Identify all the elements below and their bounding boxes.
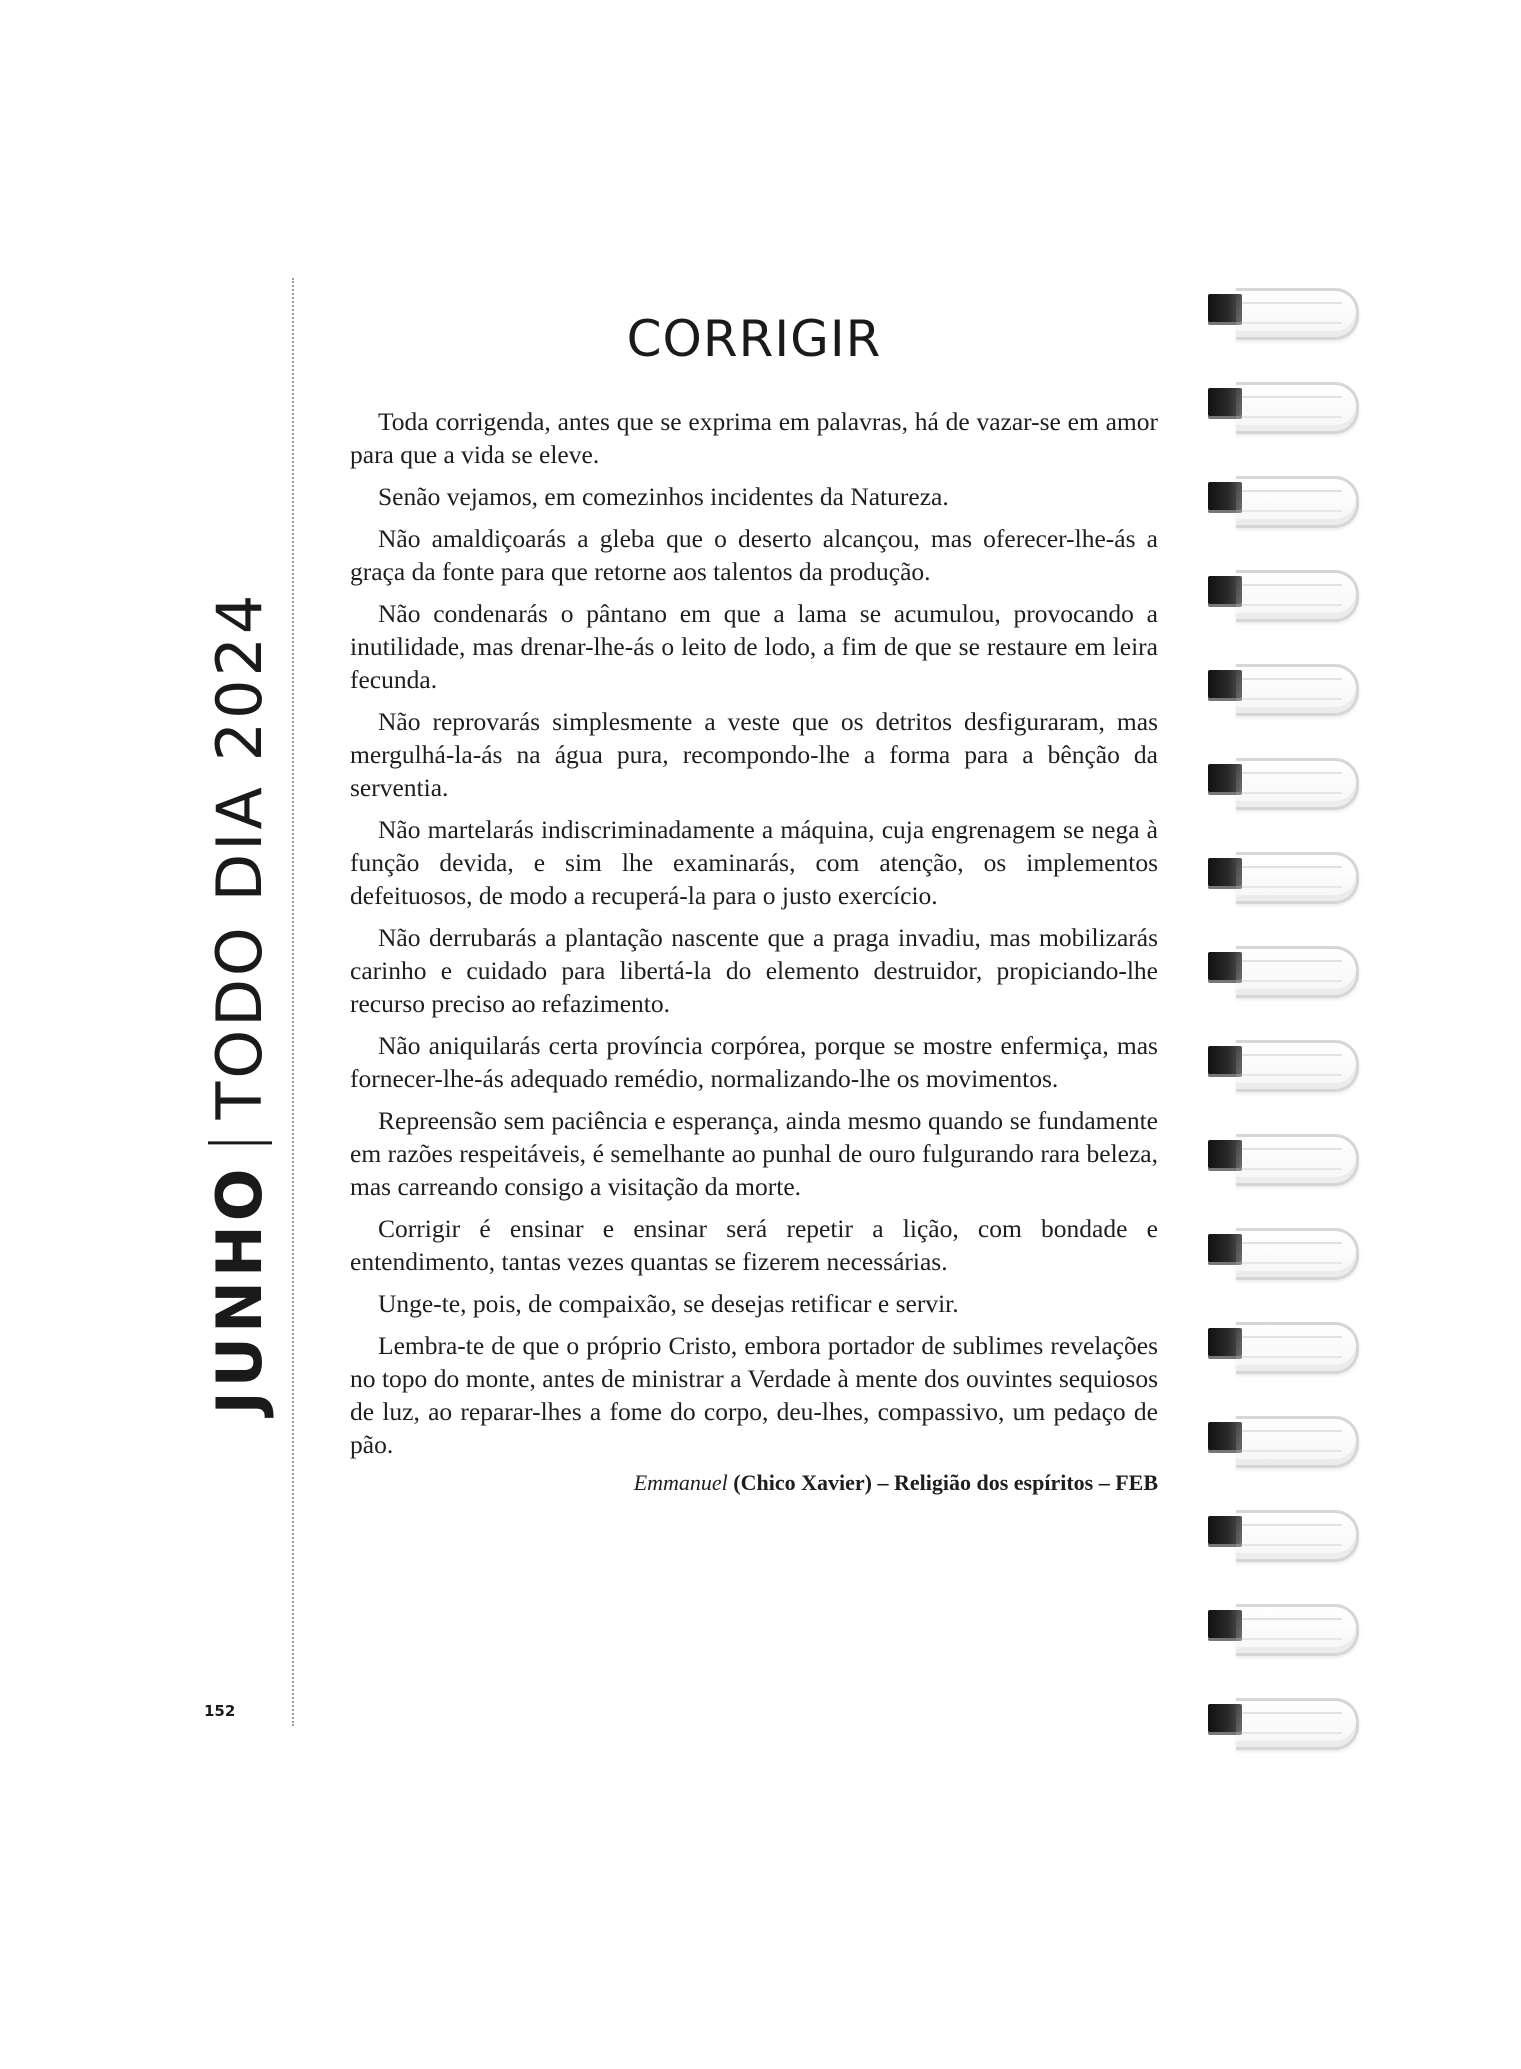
spiral-ring — [1200, 562, 1360, 656]
spiral-ring — [1200, 844, 1360, 938]
spiral-ring — [1200, 750, 1360, 844]
spiral-wire-inner — [1242, 1054, 1342, 1076]
spiral-wire-inner — [1242, 584, 1342, 606]
running-head-separator — [208, 1141, 272, 1144]
attribution-author: Emmanuel — [633, 1470, 728, 1495]
spiral-ring — [1200, 656, 1360, 750]
spiral-ring — [1200, 1126, 1360, 1220]
spiral-ring — [1200, 280, 1360, 374]
spiral-wire-inner — [1242, 772, 1342, 794]
spiral-ring — [1200, 1220, 1360, 1314]
spiral-wire-inner — [1242, 1148, 1342, 1170]
running-head-month: JUNHO — [203, 1164, 276, 1415]
spiral-ring — [1200, 1314, 1360, 1408]
margin-dotted-rule — [292, 278, 294, 1726]
spiral-wire-inner — [1242, 960, 1342, 982]
spiral-wire-inner — [1242, 1524, 1342, 1546]
spiral-ring — [1200, 1502, 1360, 1596]
spiral-ring — [1200, 1032, 1360, 1126]
spiral-wire-inner — [1242, 1712, 1342, 1734]
paragraph: Senão vejamos, em comezinhos incidentes da Natureza. — [378, 482, 949, 511]
spiral-ring — [1200, 1690, 1360, 1784]
spiral-wire-inner — [1242, 866, 1342, 888]
spiral-wire-inner — [1242, 1336, 1342, 1358]
paragraph: Não reprovarás simplesmente a veste que os detritos desfiguraram, mas mergulhá-la-ás na água pura, recompondo-lhe a forma para a bênção da serventia. — [350, 707, 1158, 802]
paragraph: Repreensão sem paciência e esperança, ainda mesmo quando se fundamente em razões respeitáveis, é semelhante ao punhal de ouro fulgurando rara beleza, mas carreando consigo a visitação da morte. — [350, 1106, 1158, 1201]
spiral-wire-inner — [1242, 1618, 1342, 1640]
attribution — [350, 1470, 1158, 1496]
running-head — [203, 591, 276, 1415]
page-title: CORRIGIR — [626, 310, 882, 368]
paragraph: Não condenarás o pântano em que a lama se acumulou, provocando a inutilidade, mas drenar-lhe-ás o leito de lodo, a fim de que se restaure em leira fecunda. — [350, 599, 1158, 694]
spiral-wire-inner — [1242, 1430, 1342, 1452]
paragraph: Não martelarás indiscriminadamente a máquina, cuja engrenagem se nega à função devida, e sim lhe examinarás, com atenção, os implementos defeituosos, de modo a recuperá-la para o justo exercício. — [350, 815, 1158, 910]
spiral-binding — [1200, 280, 1360, 1784]
spiral-wire-inner — [1242, 678, 1342, 700]
page-number: 152 — [204, 1702, 236, 1720]
paragraph: Unge-te, pois, de compaixão, se desejas retificar e servir. — [378, 1289, 959, 1318]
paragraph: Toda corrigenda, antes que se exprima em palavras, há de vazar-se em amor para que a vida se eleve. — [350, 407, 1158, 469]
spiral-wire-inner — [1242, 490, 1342, 512]
spiral-wire-inner — [1242, 1242, 1342, 1264]
paragraph: Lembra-te de que o próprio Cristo, embora portador de sublimes revelações no topo do monte, antes de ministrar a Verdade à mente dos ouvintes sequiosos de luz, ao reparar-lhes a fome do corpo, deu-lhes, compassivo, um pedaço de pão. — [350, 1331, 1158, 1459]
paragraph: Corrigir é ensinar e ensinar será repetir a lição, com bondade e entendimento, tantas vezes quantas se fizerem necessárias. — [350, 1214, 1158, 1276]
spiral-ring — [1200, 374, 1360, 468]
spiral-ring — [1200, 938, 1360, 1032]
paragraph: Não amaldiçoarás a gleba que o deserto alcançou, mas oferecer-lhe-ás a graça da fonte para que retorne aos talentos da produção. — [350, 524, 1158, 586]
paragraph: Não derrubarás a plantação nascente que a praga invadiu, mas mobilizarás carinho e cuidado para libertá-la do elemento destruidor, propiciando-lhe recurso preciso ao refazimento. — [350, 923, 1158, 1018]
spiral-wire-inner — [1242, 302, 1342, 324]
article — [350, 312, 1158, 1496]
spiral-ring — [1200, 1596, 1360, 1690]
attribution-source: (Chico Xavier) – Religião dos espíritos – FEB — [733, 1470, 1158, 1495]
paragraph: Não aniquilarás certa província corpórea, porque se mostre enfermiça, mas fornecer-lhe-ás adequado remédio, normalizando-lhe os movimentos. — [350, 1031, 1158, 1093]
spiral-wire-inner — [1242, 396, 1342, 418]
spiral-ring — [1200, 1408, 1360, 1502]
running-head-series: TODO DIA 2024 — [203, 591, 276, 1120]
article-body — [350, 405, 1158, 1461]
spiral-ring — [1200, 468, 1360, 562]
